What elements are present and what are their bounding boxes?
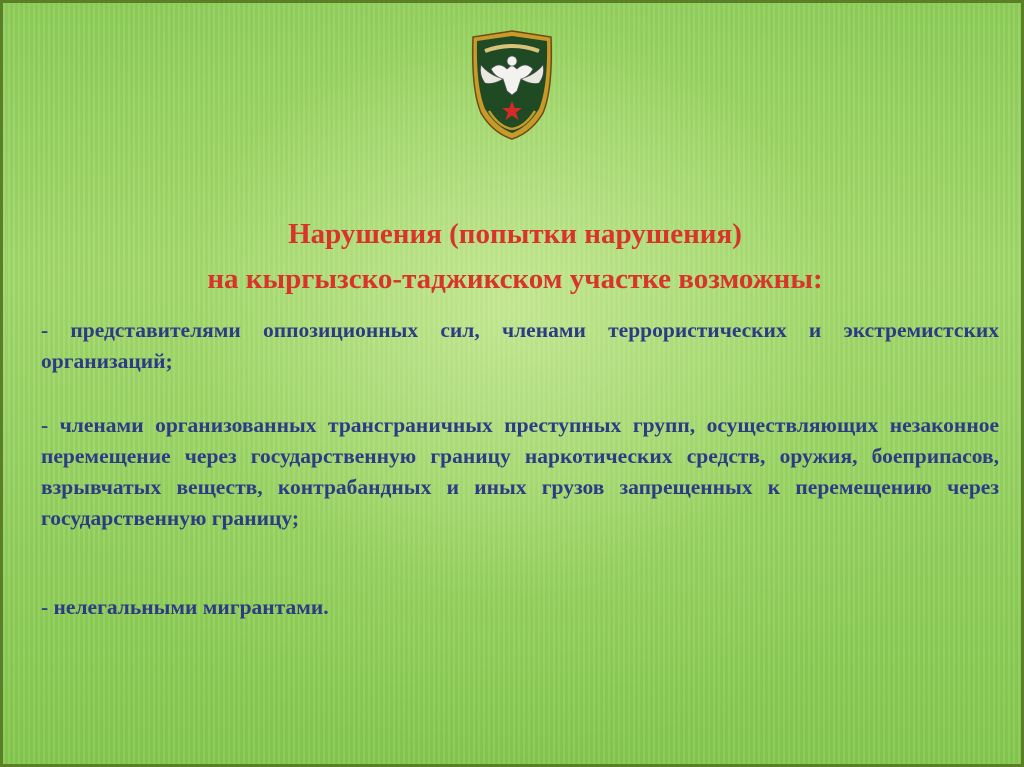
list-item-criminal-groups: - членами организованных трансграничных преступных групп, осуществляющих незаконное перемещение через государственную границу наркотических средств, оружия, боеприпасов, взрывчатых веществ, контрабандных и иных грузов запрещенных к перемещению через государственную границу; (41, 413, 999, 530)
list-item-opposition: - представителями оппозиционных сил, членами террористических и экстремистских организаций; (41, 318, 999, 373)
border-guard-emblem-icon (469, 29, 555, 141)
slide-title-line-2: на кыргызско-таджикском участке возможны: (207, 263, 823, 295)
list-item-migrants: - нелегальными мигрантами. (41, 595, 329, 619)
slide-title-line-1: Нарушения (попытки нарушения) (288, 218, 742, 250)
